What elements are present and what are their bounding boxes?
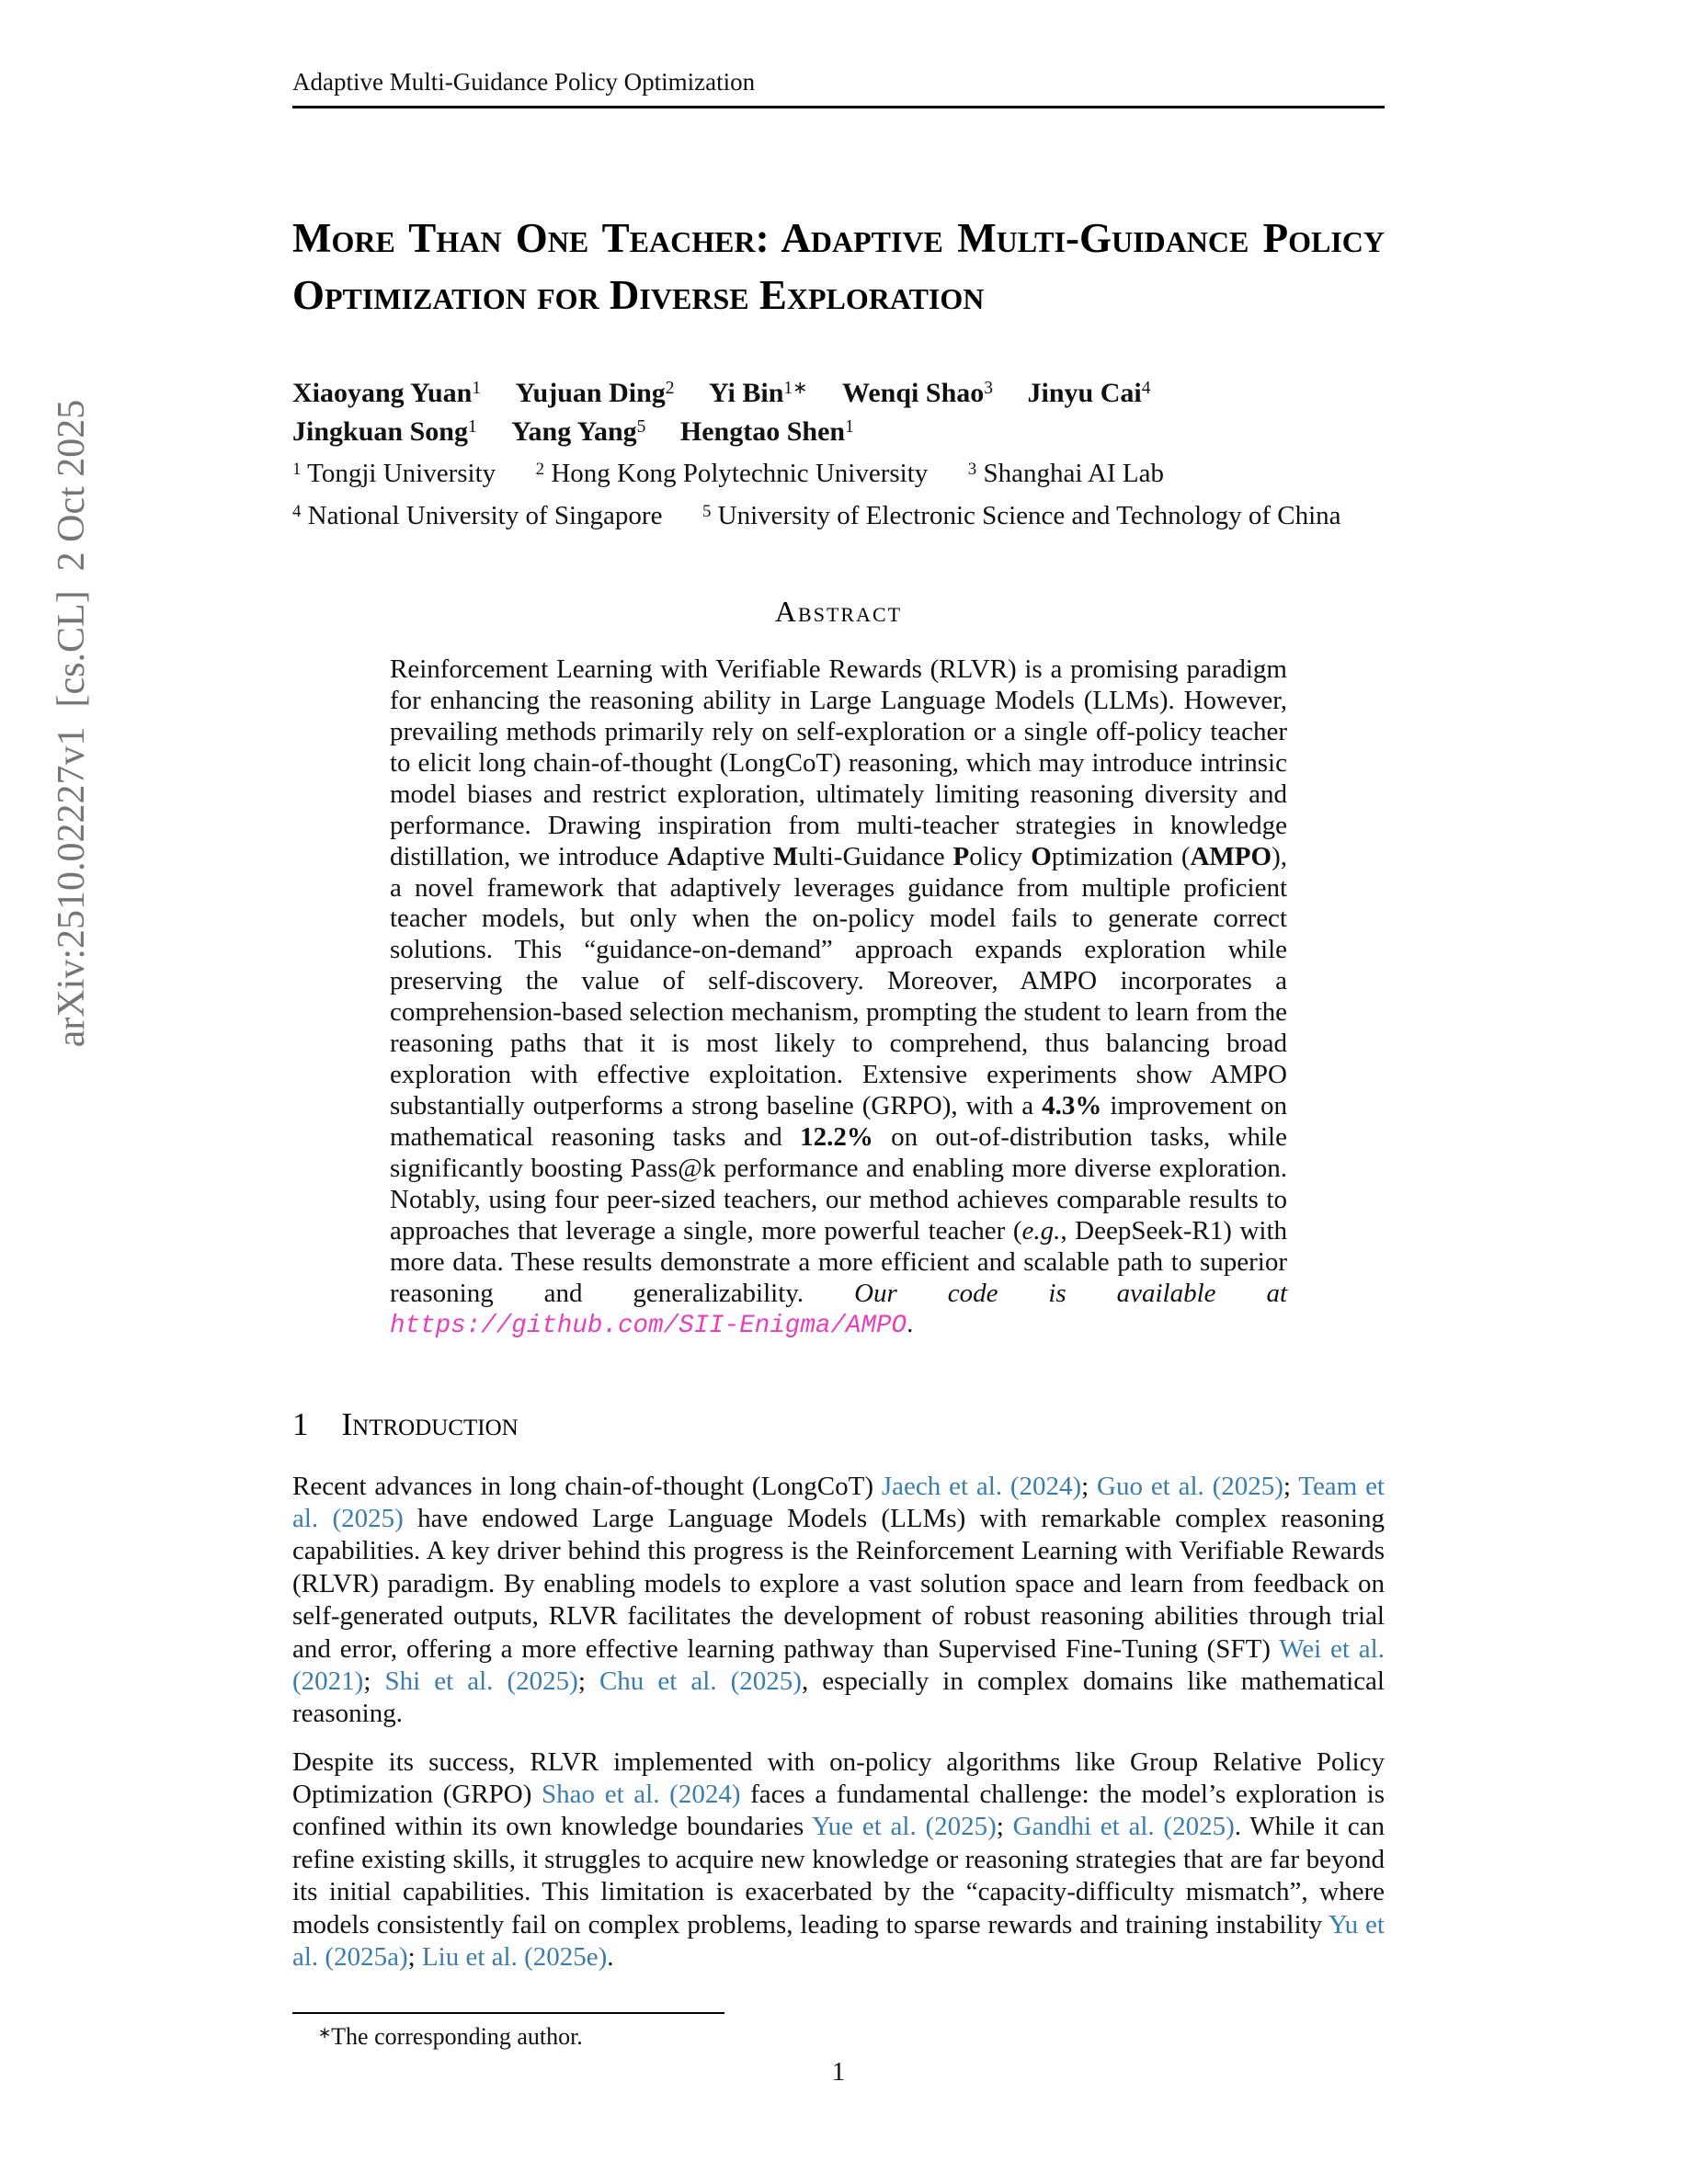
running-header: Adaptive Multi-Guidance Policy Optimization bbox=[292, 0, 1385, 108]
intro-paragraph-1 bbox=[292, 1471, 1385, 1731]
text-segment bbox=[808, 378, 843, 408]
text-segment: M bbox=[772, 841, 799, 871]
abstract-heading: Abstract bbox=[774, 595, 903, 629]
url-link[interactable]: https://github.com/SII-Enigma/AMPO bbox=[390, 1312, 907, 1341]
citation-link[interactable]: Shi et al. (2025) bbox=[384, 1666, 578, 1696]
page-number: 1 bbox=[831, 2057, 846, 2087]
text-segment bbox=[481, 378, 516, 408]
abstract-body bbox=[390, 654, 1287, 1342]
text-segment: P bbox=[952, 841, 970, 871]
text-segment: Hengtao Shen bbox=[679, 415, 846, 447]
text-segment: 1 bbox=[292, 459, 302, 479]
text-segment: , especially in complex domains like mathematical reasoning. bbox=[292, 1666, 1385, 1729]
text-segment: AMPO bbox=[1190, 841, 1272, 871]
text-segment: improvement on mathematical reasoning tasks and bbox=[390, 1091, 1287, 1152]
citation-link[interactable]: Team et al. (2025) bbox=[292, 1471, 1385, 1534]
text-segment: Jinyu Cai bbox=[1027, 378, 1142, 409]
text-segment: ptimization ( bbox=[1051, 841, 1191, 871]
text-segment bbox=[675, 378, 710, 408]
affiliation-line-1 bbox=[292, 456, 1385, 492]
text-segment: 3 bbox=[967, 459, 977, 479]
text-segment: ; bbox=[1081, 1471, 1098, 1501]
arxiv-watermark bbox=[48, 397, 107, 1050]
text-segment: 1 bbox=[467, 417, 477, 438]
text-segment: e.g. bbox=[1021, 1215, 1061, 1246]
footnote bbox=[292, 2012, 1385, 2051]
author-line-2 bbox=[292, 414, 1385, 450]
section-heading-introduction bbox=[292, 1406, 1385, 1443]
text-segment: Yi Bin bbox=[709, 378, 784, 409]
text-segment: ; bbox=[1283, 1471, 1299, 1501]
citation-link[interactable]: Jaech et al. (2024) bbox=[881, 1471, 1082, 1501]
text-segment: faces a fundamental challenge: the model’s exploration is confined within its own knowledge boundaries bbox=[292, 1780, 1386, 1842]
text-segment: 4 bbox=[1141, 379, 1151, 399]
text-segment: Jingkuan Song bbox=[292, 415, 468, 447]
section-label: Introduction bbox=[341, 1405, 519, 1442]
citation-link[interactable]: Guo et al. (2025) bbox=[1097, 1471, 1283, 1501]
citation-link[interactable]: Liu et al. (2025e) bbox=[421, 1941, 608, 1972]
section-number: 1 bbox=[292, 1405, 309, 1442]
text-segment bbox=[993, 378, 1028, 408]
citation-link[interactable]: Wei et al. (2021) bbox=[292, 1633, 1385, 1696]
citation-link[interactable]: Chu et al. (2025) bbox=[599, 1666, 802, 1696]
intro-paragraph-2 bbox=[292, 1746, 1385, 1974]
text-segment: . bbox=[907, 1309, 914, 1339]
text-segment: . bbox=[607, 1941, 614, 1972]
text-segment: 1 bbox=[845, 417, 854, 438]
text-segment: 2 bbox=[665, 379, 675, 399]
text-segment: 5 bbox=[636, 417, 646, 438]
text-segment: 1∗ bbox=[783, 379, 808, 399]
text-segment: Our code is available at bbox=[854, 1278, 1287, 1308]
text-segment: ; bbox=[407, 1941, 422, 1972]
text-segment: ), a novel framework that adaptively leverages guidance from multiple proficient teacher models, but only when the on-policy model fails to generate correct solutions. This “guidance-on-demand” approach expands exploration while preserving the value of self-discovery. Moreover, AMPO incorporates a comprehension-based selection mechanism, prompting the student to learn from the reasoning paths that it is most likely to comprehend, thus balancing broad exploration with effective exploitation. Extensive experiments show AMPO substantially outperforms a strong baseline (GRPO), with a bbox=[390, 841, 1287, 1120]
text-segment: Tongji University bbox=[301, 459, 536, 489]
text-segment: daptive bbox=[686, 841, 773, 871]
text-segment bbox=[477, 416, 512, 447]
citation-link[interactable]: Shao et al. (2024) bbox=[542, 1780, 741, 1810]
text-segment: National University of Singapore bbox=[301, 501, 702, 531]
text-segment: 3 bbox=[984, 379, 993, 399]
text-segment: A bbox=[667, 841, 687, 871]
citation-link[interactable]: Yu et al. (2025a) bbox=[292, 1909, 1385, 1972]
page-content bbox=[292, 0, 1386, 2087]
text-segment: Yujuan Ding bbox=[515, 378, 666, 409]
text-segment: Reinforcement Learning with Verifiable Rewards (RLVR) is a promising paradigm for enhancing the reasoning ability in Large Language Models (LLMs). However, prevailing methods primarily rely on self-exploration or a single off-policy teacher to elicit long chain-of-thought (LongCoT) reasoning, which may introduce intrinsic model biases and restrict exploration, ultimately limiting reasoning diversity and performance. Drawing inspiration from multi-teacher strategies in knowledge distillation, we introduce bbox=[390, 654, 1287, 871]
text-segment: University of Electronic Science and Technology of China bbox=[711, 501, 1341, 531]
text-segment: 2 bbox=[535, 459, 545, 479]
arxiv-watermark-text: arXiv:2510.02227v1 [cs.CL] 2 Oct 2025 bbox=[51, 399, 93, 1048]
text-segment: ; bbox=[577, 1666, 599, 1696]
text-segment: 12.2% bbox=[800, 1121, 873, 1152]
text-segment: O bbox=[1031, 841, 1052, 871]
text-segment: Wenqi Shao bbox=[842, 378, 985, 409]
text-segment: 4.3% bbox=[1042, 1091, 1102, 1120]
text-segment: ; bbox=[996, 1812, 1013, 1842]
text-segment bbox=[645, 416, 680, 447]
text-segment: olicy bbox=[969, 841, 1032, 871]
footnote-text bbox=[292, 2023, 1385, 2051]
citation-link[interactable]: Gandhi et al. (2025) bbox=[1012, 1812, 1235, 1842]
footnote-rule bbox=[292, 2012, 724, 2014]
text-segment: Shanghai AI Lab bbox=[976, 459, 1164, 489]
citation-link[interactable]: Yue et al. (2025) bbox=[811, 1812, 997, 1842]
author-line-1 bbox=[292, 375, 1385, 412]
text-segment: , DeepSeek-R1) with more data. These results demonstrate a more efficient and scalable path to superior reasoning and generalizability. bbox=[390, 1215, 1288, 1308]
text-segment: Xiaoyang Yuan bbox=[292, 378, 473, 409]
footnote-label: The corresponding author. bbox=[331, 2023, 583, 2051]
text-segment: Recent advances in long chain-of-thought (LongCoT) bbox=[292, 1471, 882, 1501]
paper-title: More Than One Teacher: Adaptive Multi-Guidance Policy Optimization for Diverse Exploration bbox=[292, 215, 1385, 319]
text-segment: have endowed Large Language Models (LLMs) with remarkable complex reasoning capabilities. A key driver behind this progress is the Reinforcement Learning with Verifiable Rewards (RLVR) paradigm. By enabling models to explore a vast solution space and learn from feedback on self-generated outputs, RLVR facilitates the development of robust reasoning abilities through trial and error, offering a more effective learning pathway than Supervised Fine-Tuning (SFT) bbox=[292, 1504, 1385, 1664]
text-segment: Despite its success, RLVR implemented with on-policy algorithms like Group Relative Policy Optimization (GRPO) bbox=[292, 1746, 1385, 1810]
text-segment: Yang Yang bbox=[511, 415, 637, 447]
text-segment: ; bbox=[363, 1666, 385, 1696]
text-segment: 4 bbox=[292, 501, 302, 521]
text-segment: . While it can refine existing skills, it struggles to acquire new knowledge or reasoning strategies that are far beyond its initial capabilities. This limitation is exacerbated by the “capacity-difficulty mismatch”, where models consistently fail on complex problems, leading to sparse rewards and training instability bbox=[292, 1812, 1385, 1939]
text-segment: Hong Kong Polytechnic University bbox=[544, 459, 968, 489]
text-segment: ulti-Guidance bbox=[798, 841, 953, 871]
text-segment: 5 bbox=[701, 501, 712, 521]
text-segment: 1 bbox=[472, 379, 482, 399]
footnote-marker: ∗ bbox=[318, 2023, 332, 2042]
text-segment: on out-of-distribution tasks, while significantly boosting Pass@k performance and enabling more diverse exploration. Notably, using four peer-sized teachers, our method achieves comparable results to approaches that leverage a single, more powerful teacher ( bbox=[390, 1121, 1287, 1246]
affiliation-line-2 bbox=[292, 498, 1385, 534]
